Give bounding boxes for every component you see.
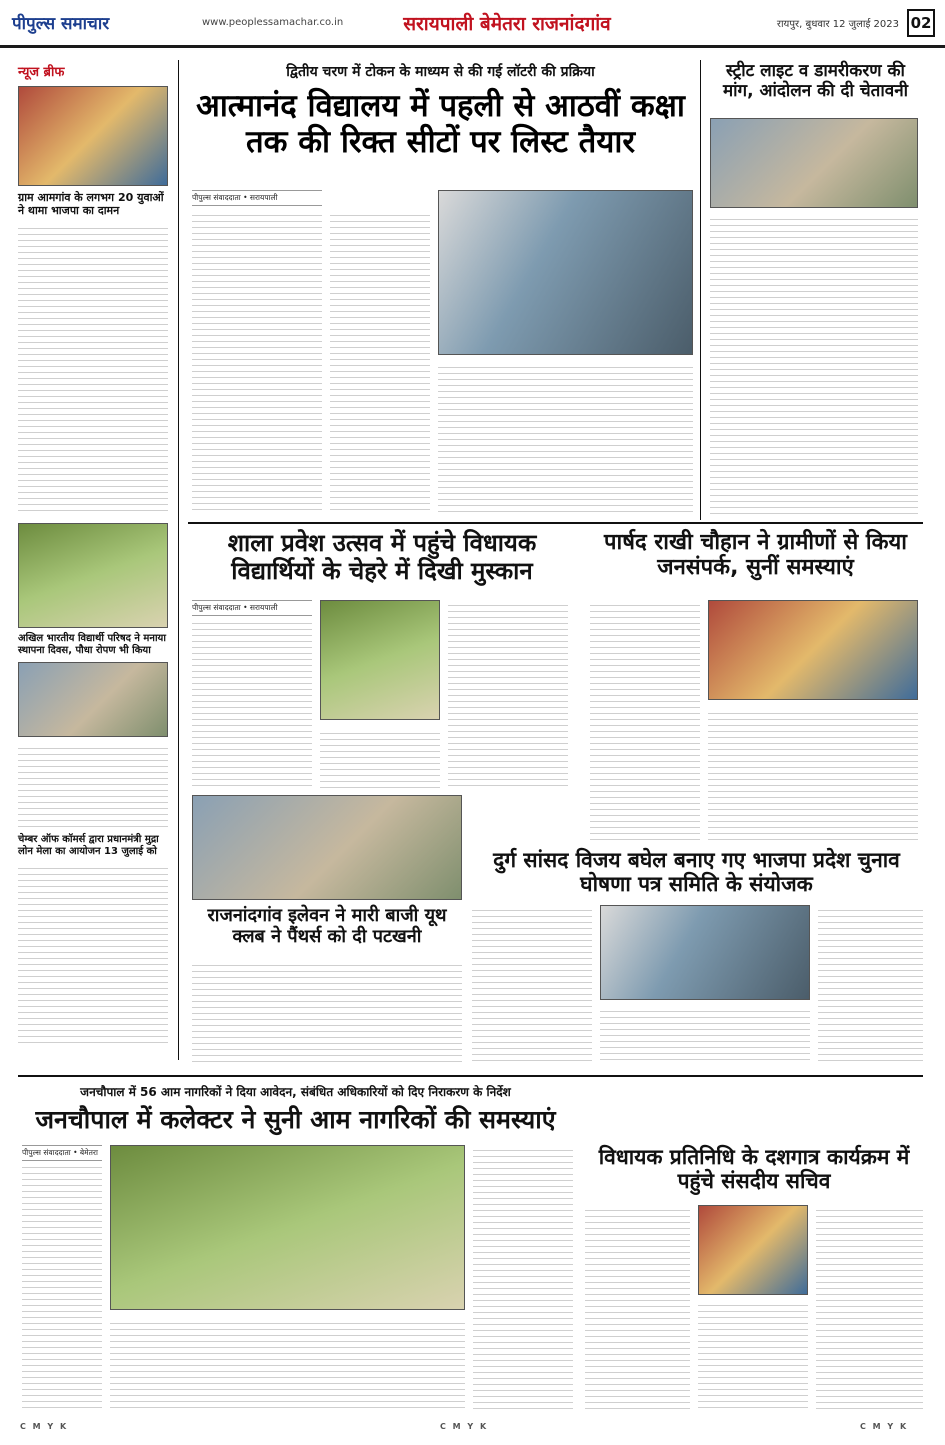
brief-headline-3: चेम्बर ऑफ कॉमर्स द्वारा प्रधानमंत्री मुद्रा लोन मेला का आयोजन 13 जुलाई को xyxy=(18,834,159,857)
story-6-headline: जनचौपाल में कलेक्टर ने सुनी आम नागरिकों की समस्याएं xyxy=(35,1105,556,1134)
story-3-body-1 xyxy=(590,600,700,840)
story-4-headline: दुर्ग सांसद विजय बघेल बनाए गए भाजपा प्रदेश चुनाव घोषणा पत्र समिति के संयोजक xyxy=(493,848,900,897)
story-3-body-2 xyxy=(708,708,918,840)
story-7-headline: विधायक प्रतिनिधि के दशगात्र कार्यक्रम में पहुंचे संसदीय सचिव xyxy=(598,1145,910,1194)
lead-photo xyxy=(438,190,693,355)
story-7-photo xyxy=(698,1205,808,1295)
story-5-photo xyxy=(192,795,462,900)
lead-byline: पीपुल्स संवाददाता • सरायपाली xyxy=(192,190,322,206)
lead-headline: आत्मानंद विद्यालय में पहली से आठवीं कक्षा तक की रिक्त सीटों पर लिस्ट तैयार xyxy=(196,88,685,160)
issue-date: रायपुर, बुधवार 12 जुलाई 2023 xyxy=(776,18,899,30)
lead-body-3 xyxy=(438,362,693,515)
cmyk-mark-left: C M Y K xyxy=(20,1422,69,1431)
story-7-body-3 xyxy=(816,1205,923,1412)
section-rule xyxy=(188,522,923,524)
website-url[interactable]: www.peoplessamachar.co.in xyxy=(202,17,344,28)
cmyk-mark-center: C M Y K xyxy=(440,1422,489,1431)
news-brief-column xyxy=(18,62,168,1062)
story-7-body-2 xyxy=(698,1300,808,1412)
brief-body-2 xyxy=(18,743,168,828)
story-5-headline: राजनांदगांव इलेवन ने मारी बाजी यूथ क्लब ने पैंथर्स को दी पटखनी xyxy=(207,905,447,947)
lead-story xyxy=(188,62,693,160)
story-6-body-3 xyxy=(473,1145,573,1412)
right-story-1-headline: स्ट्रीट लाइट व डामरीकरण की मांग, आंदोलन की दी चेतावनी xyxy=(722,61,909,101)
story-7 xyxy=(585,1145,923,1193)
story-4-body-2 xyxy=(600,1006,810,1065)
story-2-body-1 xyxy=(192,618,312,788)
newspaper-logo: पीपुल्स समाचार xyxy=(12,14,110,34)
section-title: सरायपाली बेमेतरा राजनांदगांव xyxy=(403,12,611,35)
story-4 xyxy=(470,848,923,896)
masthead xyxy=(0,0,945,48)
section-rule xyxy=(18,1075,923,1077)
page-number: 02 xyxy=(907,9,935,37)
story-2-byline: पीपुल्स संवाददाता • सरायपाली xyxy=(192,600,312,616)
story-6-body-1 xyxy=(22,1162,102,1412)
story-6-photo xyxy=(110,1145,465,1310)
story-6-byline: पीपुल्स संवाददाता • बेमेतरा xyxy=(22,1145,102,1161)
story-2 xyxy=(188,530,576,585)
story-4-body-3 xyxy=(818,905,923,1065)
story-6-kicker: जनचौपाल में 56 आम नागरिकों ने दिया आवेदन, संबंधित अधिकारियों को दिए निराकरण के निर्देश xyxy=(80,1085,511,1099)
right-story-1-body xyxy=(710,214,918,514)
cmyk-mark-right: C M Y K xyxy=(860,1422,909,1431)
story-4-body-1 xyxy=(472,905,592,1065)
story-6 xyxy=(18,1083,573,1135)
brief-photo-2 xyxy=(18,523,168,628)
story-2-body-2 xyxy=(448,600,568,788)
brief-photo-1 xyxy=(18,86,168,186)
right-story-1 xyxy=(708,62,923,101)
story-7-body-1 xyxy=(585,1205,690,1412)
story-5-body xyxy=(192,960,462,1065)
brief-photo-3 xyxy=(18,662,168,737)
column-divider xyxy=(178,60,179,1060)
news-brief-label: न्यूज ब्रीफ xyxy=(18,65,65,80)
story-2-headline: शाला प्रवेश उत्सव में पहुंचे विधायक विद्यार्थियों के चेहरे में दिखी मुस्कान xyxy=(227,529,537,585)
brief-body-1 xyxy=(18,223,168,513)
story-4-photo xyxy=(600,905,810,1000)
column-divider xyxy=(700,60,701,520)
lead-body-1 xyxy=(192,210,322,515)
lead-body-2 xyxy=(330,210,430,515)
story-5 xyxy=(192,906,462,947)
right-story-1-photo xyxy=(710,118,918,208)
story-3-photo xyxy=(708,600,918,700)
story-2-photo xyxy=(320,600,440,720)
story-3-headline: पार्षद राखी चौहान ने ग्रामीणों से किया जनसंपर्क, सुनीं समस्याएं xyxy=(604,530,907,581)
lead-kicker: द्वितीय चरण में टोकन के माध्यम से की गई लॉटरी की प्रक्रिया xyxy=(286,64,595,80)
story-6-body-2 xyxy=(110,1318,465,1412)
story-3 xyxy=(588,530,923,581)
story-2-body-3 xyxy=(320,728,440,788)
brief-headline-2: अखिल भारतीय विद्यार्थी परिषद ने मनाया स्थापना दिवस, पौधा रोपण भी किया xyxy=(18,633,166,656)
brief-headline-1: ग्राम आमगांव के लगभग 20 युवाओं ने थामा भाजपा का दामन xyxy=(18,191,164,217)
brief-body-3 xyxy=(18,863,168,1043)
